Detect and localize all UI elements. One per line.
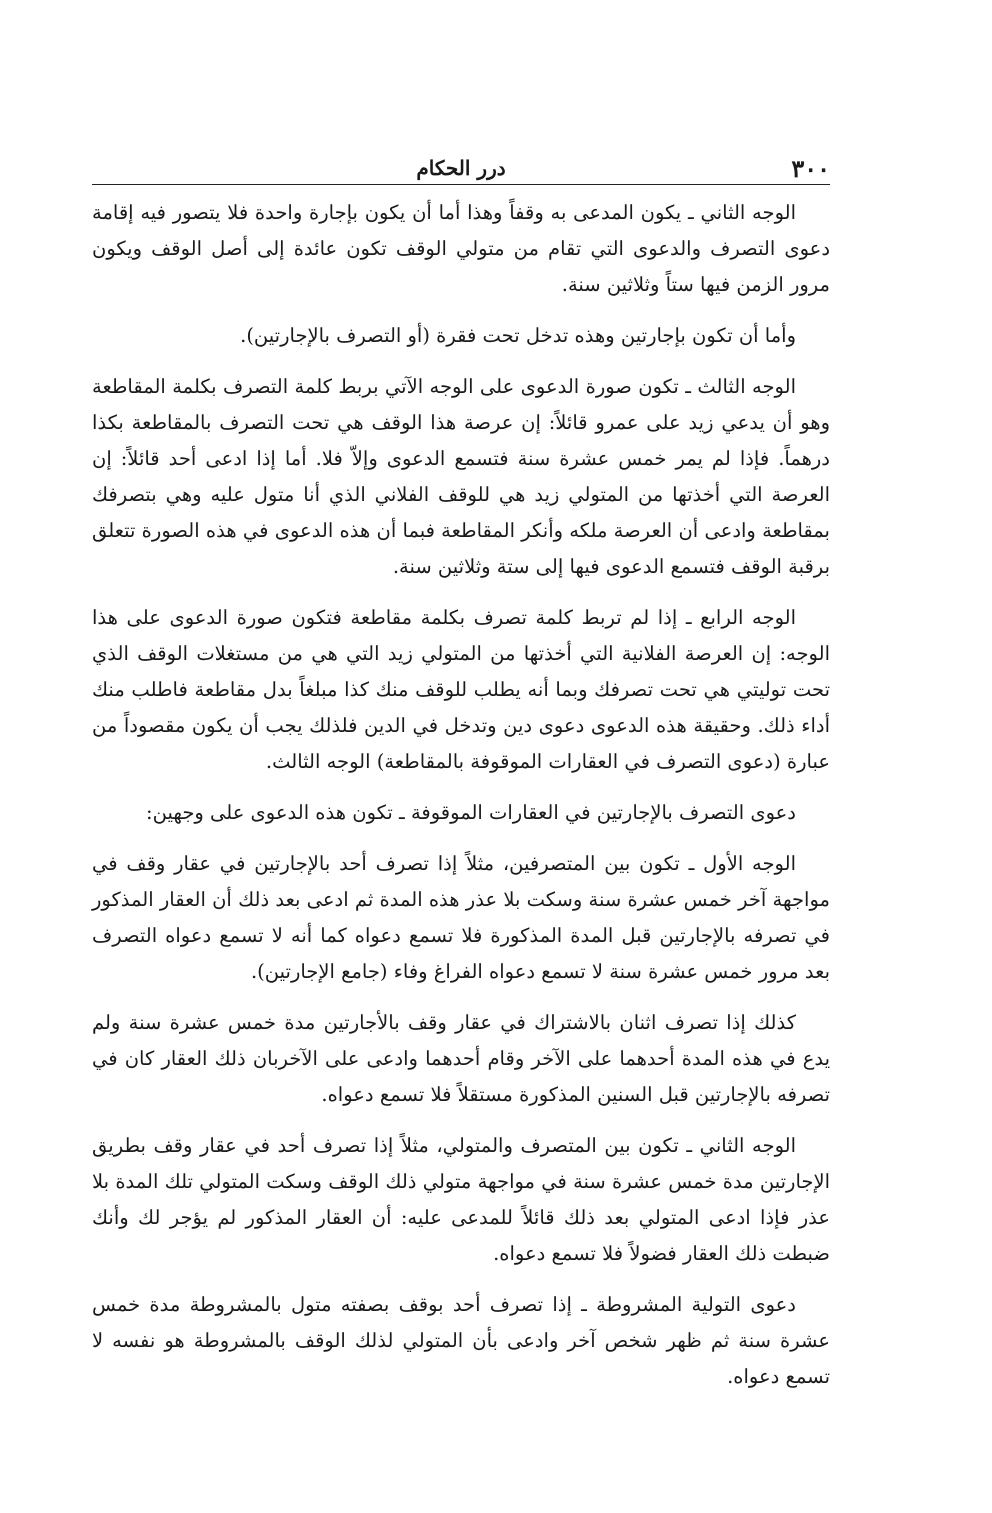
paragraph-first-aspect: الوجه الأول ـ تكون بين المتصرفين، مثلاً إذا تصرف أحد بالإجارتين في عقار وقف في مواجهة آخر خمس عشرة سنة وسكت بلا عذر هذه المدة ثم ادعى بعد ذلك أن العقار المذكور في تصرفه بالإجارتين قبل المدة المذكورة فلا تسمع دعواه كما أنه لا تسمع دعواه التصرف بعد مرور خمس عشرة سنة لا تسمع دعواه الفراغ وفاء (جامع الإجارتين). (92, 852, 830, 983)
paragraph-second-aspect-trustee: الوجه الثاني ـ تكون بين المتصرف والمتولي، مثلاً إذا تصرف أحد في عقار وقف بطريق الإجارتين مدة خمس عشرة سنة في مواجهة متولي ذلك الوقف وسكت المتولي تلك المدة بلا عذر فإذا ادعى المتولي بعد ذلك قائلاً للمدعى عليه: أن العقار المذكور لم يؤجر لك وأنك ضبطت ذلك العقار فضولاً فلا تسمع دعواه. (92, 1134, 830, 1265)
paragraph-second-aspect: الوجه الثاني ـ يكون المدعى به وقفاً وهذا أما أن يكون بإجارة واحدة فلا يتصور فيه إقامة دعوى التصرف والدعوى التي تقام من متولي الوقف تكون عائدة إلى أصل الوقف ويكون مرور الزمن فيها ستاً وثلاثين سنة. (92, 201, 830, 296)
document-page (92, 150, 830, 1410)
document-body (92, 195, 830, 1395)
running-title: درر الحكام (416, 156, 506, 180)
paragraph-third-aspect: الوجه الثالث ـ تكون صورة الدعوى على الوجه الآتي بربط كلمة التصرف بكلمة المقاطعة وهو أن يدعي زيد على عمرو قائلاً: إن عرصة هذا الوقف هي تحت التصرف بالمقاطعة بكذا درهماً. فإذا لم يمر خمس عشرة سنة فتسمع الدعوى وإلاّ فلا. أما إذا ادعى أحد قائلاً: إن العرصة التي أخذتها من المتولي زيد هي للوقف الفلاني الذي أنا متول عليه وهي بتصرفك بمقاطعة وادعى أن العرصة ملكه وأنكر المقاطعة فبما أن هذه الدعوى في هذه الصورة تتعلق برقبة الوقف فتسمع الدعوى فيها إلى ستة وثلاثين سنة. (92, 375, 830, 578)
paragraph-fourth-aspect: الوجه الرابع ـ إذا لم تربط كلمة تصرف بكلمة مقاطعة فتكون صورة الدعوى على هذا الوجه: إن العرصة الفلانية التي أخذتها من المتولي زيد التي هي من مستغلات الوقف الذي تحت توليتي هي تحت تصرفك وبما أنه يطلب للوقف منك كذا مبلغاً بدل مقاطعة فاطلب منك أداء ذلك. وحقيقة هذه الدعوى دعوى دين وتدخل في الدين فلذلك يجب أن يكون مقصوداً من عبارة (دعوى التصرف في العقارات الموقوفة بالمقاطعة) الوجه الثالث. (92, 606, 830, 773)
paragraph-conditional-trusteeship: دعوى التولية المشروطة ـ إذا تصرف أحد بوقف بصفته متول بالمشروطة مدة خمس عشرة سنة ثم ظهر شخص آخر وادعى بأن المتولي لذلك الوقف بالمشروطة هو نفسه لا تسمع دعواه. (92, 1293, 830, 1388)
paragraph-joint-possession: كذلك إذا تصرف اثنان بالاشتراك في عقار وقف بالأجارتين مدة خمس عشرة سنة ولم يدع في هذه المدة أحدهما على الآخر وقام أحدهما وادعى على الآخربان ذلك العقار كان في تصرفه بالإجارتين قبل السنين المذكورة مستقلاً فلا تسمع دعواه. (92, 1011, 830, 1106)
page-header (92, 150, 830, 185)
page-number: ٣٠٠ (791, 154, 830, 183)
paragraph-two-leases: وأما أن تكون بإجارتين وهذه تدخل تحت فقرة (أو التصرف بالإجارتين). (240, 324, 796, 347)
paragraph-two-leases-claim: دعوى التصرف بالإجارتين في العقارات الموقوفة ـ تكون هذه الدعوى على وجهين: (146, 801, 796, 824)
